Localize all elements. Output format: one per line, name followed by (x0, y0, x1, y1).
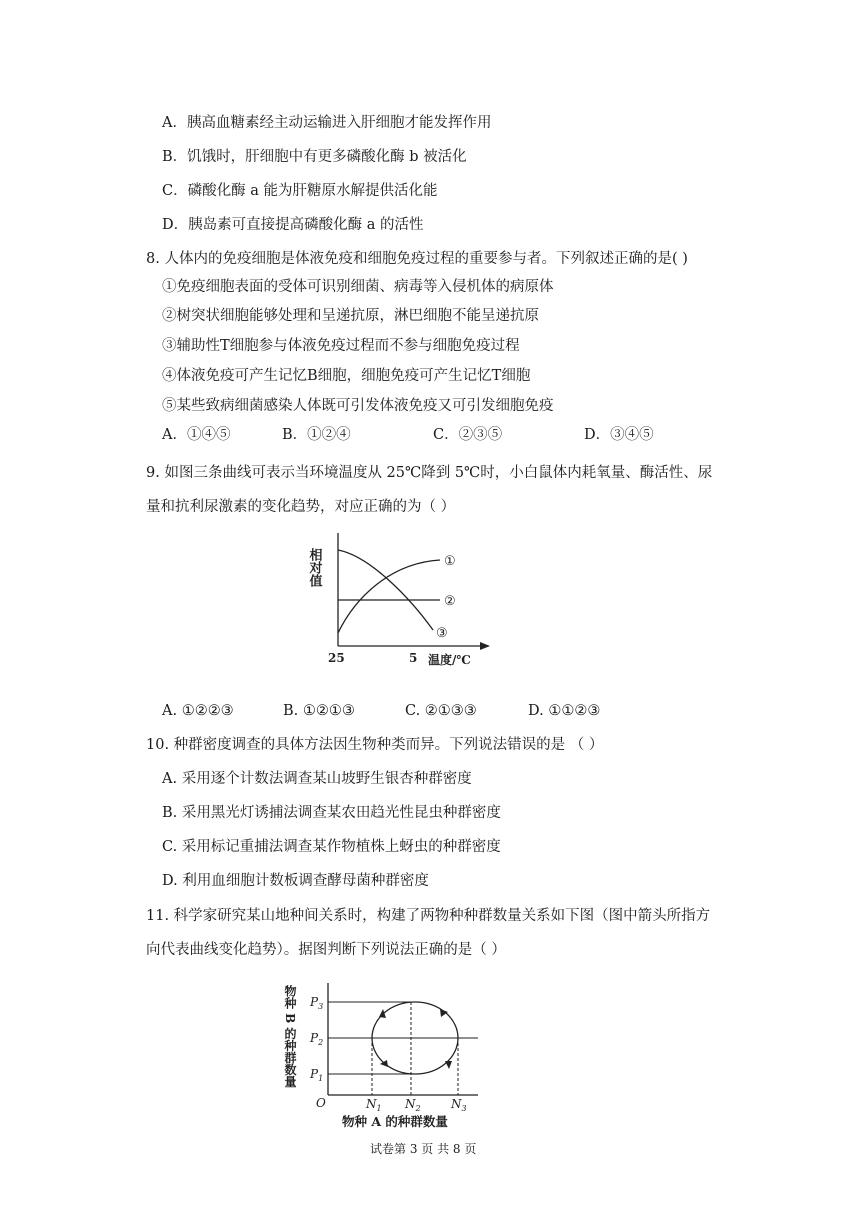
q9-option-b: B. ①②①③ (283, 703, 355, 719)
q9-xlabel: 温度/℃ (428, 653, 471, 667)
q8-item-5: ⑤某些致病细菌感染人体既可引发体液免疫又可引发细胞免疫 (162, 398, 554, 414)
q9-option-d: D. ①①②③ (528, 703, 601, 719)
q9-graph (300, 528, 500, 673)
q11-n1-sub: 1 (376, 1104, 382, 1113)
q11-graph (280, 975, 490, 1130)
q7-option-d: D．胰岛素可直接提高磷酸化酶 a 的活性 (162, 217, 424, 233)
q11-p1 (309, 1067, 323, 1083)
q8-stem: 8. 人体内的免疫细胞是体液免疫和细胞免疫过程的重要参与者。下列叙述正确的是( ) (146, 251, 688, 267)
q11-p1-sub: 1 (318, 1074, 324, 1083)
q10-option-c: C. 采用标记重捕法调查某作物植株上蚜虫的种群密度 (162, 839, 501, 855)
q8-item-2: ②树突状细胞能够处理和呈递抗原，淋巴细胞不能呈递抗原 (162, 308, 539, 324)
q9-label-2: ② (444, 594, 456, 609)
q10-stem: 10. 种群密度调查的具体方法因生物种类而异。下列说法错误的是 （ ） (146, 737, 604, 753)
q9-x-start: 25 (328, 651, 345, 665)
q11-p3 (309, 995, 323, 1011)
page-footer: 试卷第 3 页 共 8 页 (370, 1142, 477, 1156)
q11-p1-main: P (310, 1067, 319, 1081)
q11-n1 (365, 1097, 382, 1113)
q9-stem-line2: 量和抗利尿激素的变化趋势，对应正确的为（ ） (146, 499, 456, 515)
q11-n3-sub: 3 (461, 1104, 467, 1113)
q9-ylabel: 相对值 (306, 548, 322, 587)
q11-p3-main: P (310, 995, 319, 1009)
q9-label-1: ① (444, 554, 456, 569)
q10-option-b: B. 采用黑光灯诱捕法调查某农田趋光性昆虫种群密度 (162, 805, 501, 821)
q8-option-a: A．①④⑤ (162, 427, 231, 443)
q10-option-d: D. 利用血细胞计数板调查酵母菌种群密度 (162, 873, 429, 889)
q11-stem-line2: 向代表曲线变化趋势）。据图判断下列说法正确的是（ ） (146, 942, 506, 958)
q11-n2-main: N (405, 1097, 416, 1111)
q11-n2-sub: 2 (415, 1104, 421, 1113)
q9-x-end: 5 (409, 651, 418, 665)
q9-label-3: ③ (436, 626, 448, 641)
q8-item-4: ④体液免疫可产生记忆B细胞，细胞免疫可产生记忆T细胞 (162, 368, 531, 384)
q11-p3-sub: 3 (318, 1002, 324, 1011)
q11-p2-main: P (310, 1031, 319, 1045)
q11-xlabel: 物种 A 的种群数量 (342, 1114, 448, 1129)
q11-p2 (309, 1031, 323, 1047)
q11-stem-line1: 11. 科学家研究某山地种间关系时，构建了两物种种群数量关系如下图（图中箭头所指方 (146, 908, 711, 924)
q11-n2 (404, 1097, 421, 1113)
q8-item-3: ③辅助性T细胞参与体液免疫过程而不参与细胞免疫过程 (162, 338, 520, 354)
q11-n1-main: N (366, 1097, 377, 1111)
q11-ylabel: 物种 B 的种群数量 (283, 985, 297, 1088)
q9-stem-line1: 9. 如图三条曲线可表示当环境温度从 25℃降到 5℃时，小白鼠体内耗氧量、酶活性、尿 (146, 465, 713, 481)
q8-option-c: C．②③⑤ (433, 427, 503, 443)
q11-p2-sub: 2 (318, 1038, 324, 1047)
q9-option-a: A. ①②②③ (162, 703, 234, 719)
q7-option-c: C．磷酸化酶 a 能为肝糖原水解提供活化能 (162, 183, 438, 199)
q10-option-a: A. 采用逐个计数法调查某山坡野生银杏种群密度 (162, 771, 472, 787)
q9-option-c: C. ②①③③ (405, 703, 477, 719)
q7-option-b: B．饥饿时，肝细胞中有更多磷酸化酶 b 被活化 (162, 149, 467, 165)
q8-option-b: B．①②④ (282, 427, 351, 443)
q11-n3-main: N (451, 1097, 462, 1111)
q11-origin: O (316, 1096, 326, 1110)
q8-option-d: D．③④⑤ (584, 427, 654, 443)
q11-n3 (450, 1097, 467, 1113)
q8-item-1: ①免疫细胞表面的受体可识别细菌、病毒等入侵机体的病原体 (162, 279, 554, 295)
q7-option-a: A．胰高血糖素经主动运输进入肝细胞才能发挥作用 (162, 115, 492, 131)
